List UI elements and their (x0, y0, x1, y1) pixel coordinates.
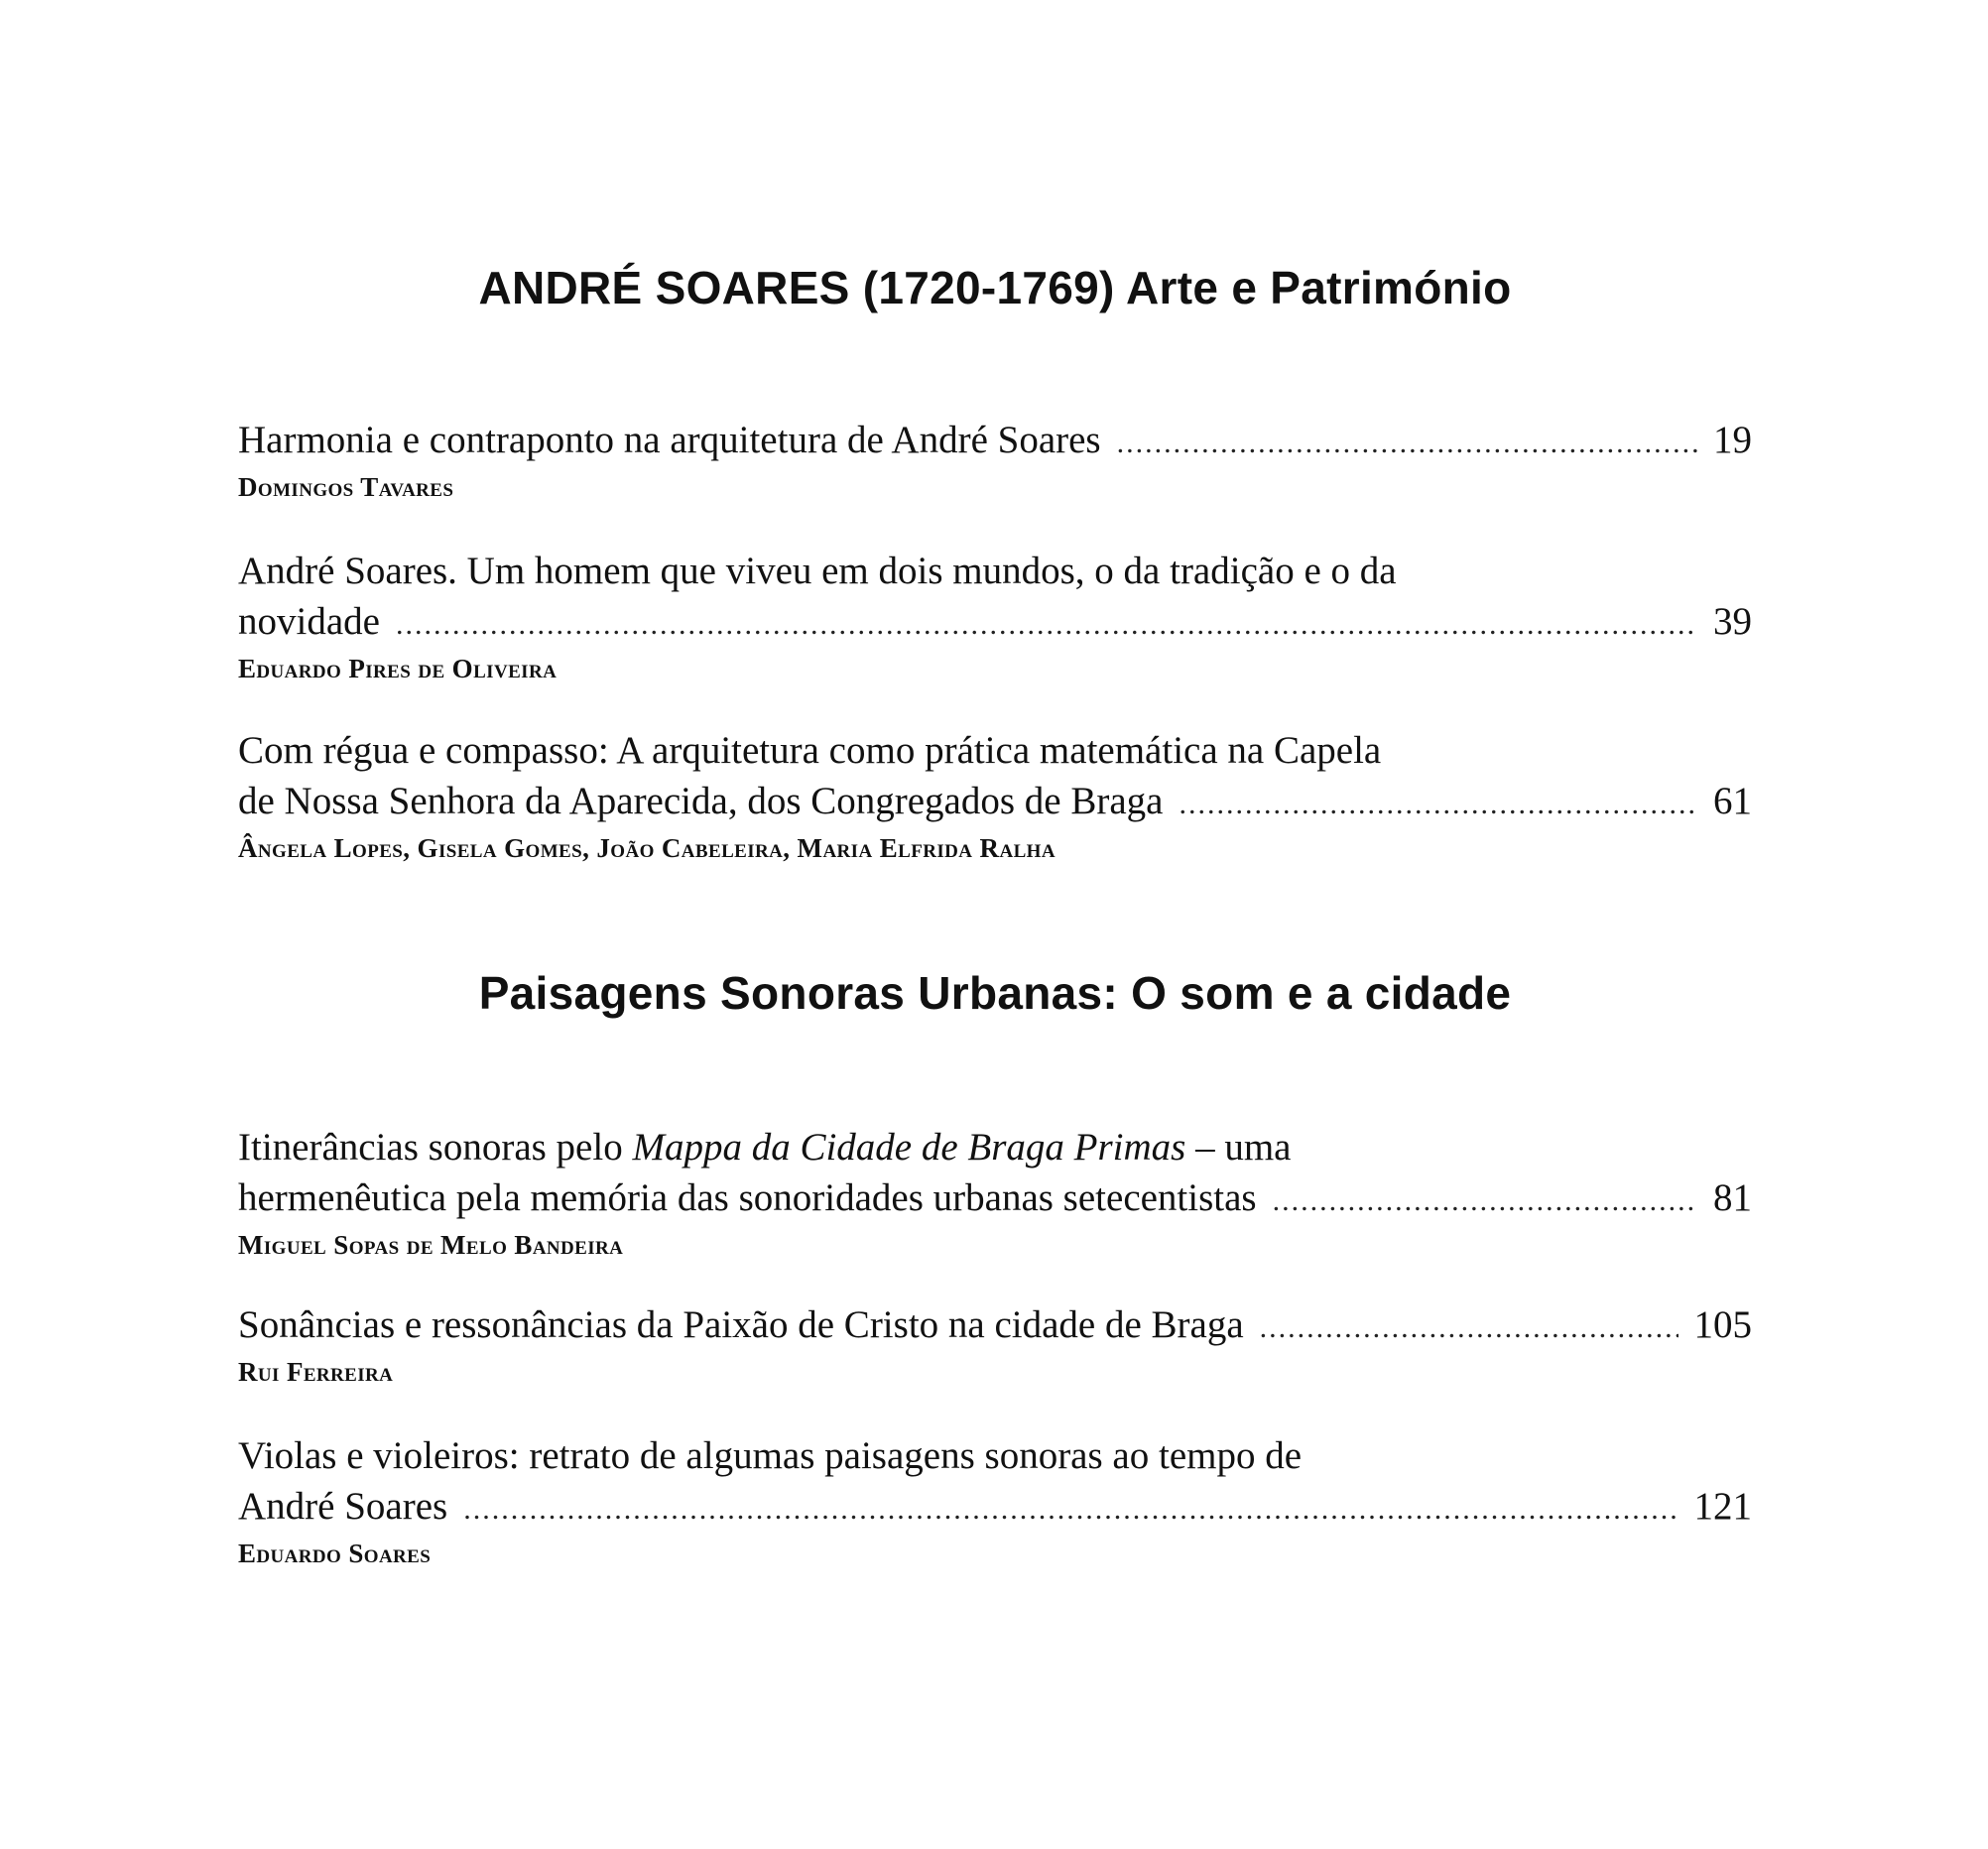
toc-entry-line (238, 415, 1752, 468)
section-title: ANDRÉ SOARES (1720-1769) Arte e Património (478, 262, 1512, 313)
toc-entry-page: 121 (1693, 1485, 1752, 1528)
toc-entry[interactable] (238, 1299, 1752, 1389)
toc-entry[interactable] (238, 725, 1752, 865)
toc-entry-title: Com régua e compasso: A arquitetura como prática matemática na Capela (238, 729, 1382, 772)
toc-entry[interactable] (238, 1430, 1752, 1570)
dot-leader (463, 1484, 1677, 1535)
title-text: – uma (1185, 1126, 1292, 1169)
toc-entry-line (238, 1172, 1752, 1226)
toc-entry-title: Sonâncias e ressonâncias da Paixão de Cristo na cidade de Braga (238, 1303, 1244, 1346)
toc-entry-title: André Soares. Um homem que viveu em dois mundos, o da tradição e o da (238, 550, 1397, 592)
table-of-contents-page (238, 0, 1752, 1849)
toc-entry-author: Ângela Lopes, Gisela Gomes, João Cabeleira, Maria Elfrida Ralha (238, 833, 1056, 863)
toc-entry-line (238, 596, 1752, 650)
toc-entry-page: 61 (1713, 780, 1752, 822)
toc-entry-line (238, 1299, 1752, 1353)
toc-entry-title (238, 1122, 1752, 1172)
toc-entry-title-cont: hermenêutica pela memória das sonoridades urbanas setecentistas (238, 1176, 1257, 1219)
toc-entry-author: Eduardo Pires de Oliveira (238, 654, 558, 683)
toc-entry-page: 19 (1713, 419, 1752, 461)
title-text: Itinerâncias sonoras pelo (238, 1126, 633, 1169)
toc-entry-title: Violas e violeiros: retrato de algumas paisagens sonoras ao tempo de (238, 1434, 1303, 1477)
dot-leader (1117, 418, 1697, 468)
toc-entry-page: 39 (1713, 600, 1752, 643)
toc-entry-title-cont: de Nossa Senhora da Aparecida, dos Congregados de Braga (238, 780, 1164, 822)
toc-entry-author: Domingos Tavares (238, 472, 454, 502)
toc-entry-line (238, 776, 1752, 829)
toc-entry[interactable] (238, 546, 1752, 685)
toc-entry-title-cont: André Soares (238, 1485, 448, 1528)
toc-entry[interactable] (238, 1122, 1752, 1262)
toc-entry-author: Eduardo Soares (238, 1539, 432, 1568)
toc-entry-author: Rui Ferreira (238, 1357, 394, 1387)
toc-entry-page: 81 (1713, 1176, 1752, 1219)
title-italic-text: Mappa da Cidade de Braga Primas (632, 1126, 1186, 1169)
dot-leader (1179, 779, 1697, 829)
toc-entry-page: 105 (1693, 1303, 1752, 1346)
dot-leader (1273, 1175, 1697, 1226)
toc-entry-title-cont: novidade (238, 600, 380, 643)
toc-entry-line (238, 1481, 1752, 1535)
toc-entry[interactable] (238, 415, 1752, 504)
toc-entry-title: Harmonia e contraponto na arquitetura de André Soares (238, 419, 1101, 461)
toc-entry-author: Miguel Sopas de Melo Bandeira (238, 1230, 624, 1260)
section-title: Paisagens Sonoras Urbanas: O som e a cidade (478, 967, 1512, 1019)
dot-leader (396, 599, 1697, 650)
dot-leader (1260, 1302, 1678, 1353)
